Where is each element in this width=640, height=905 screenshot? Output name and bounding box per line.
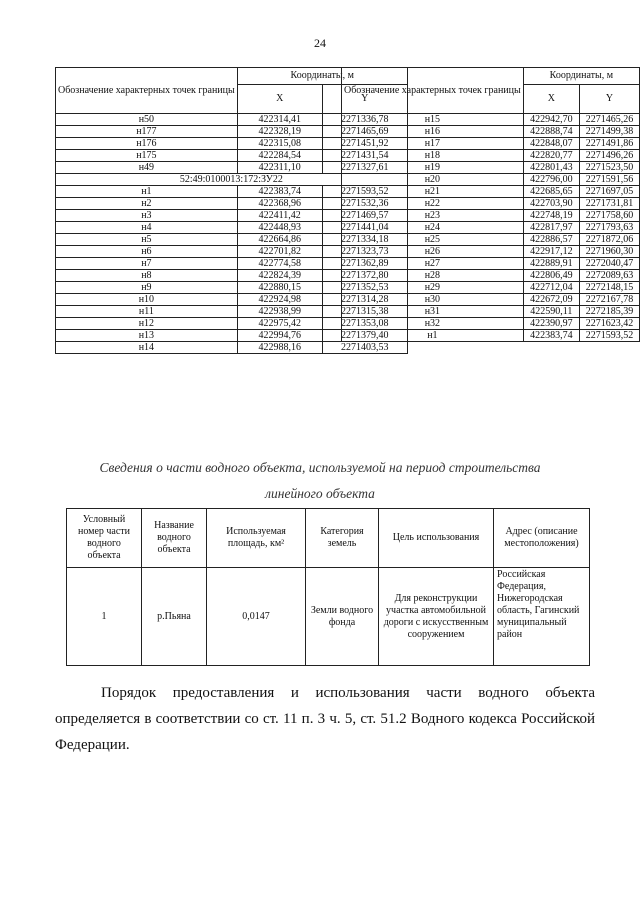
x-coordinate-cell: 422938,99	[237, 306, 322, 318]
y-coordinate-cell: 2271465,69	[322, 126, 407, 138]
y-coordinate-cell: 2272089,63	[579, 270, 639, 282]
header-point-designation: Обозначение характерных точек границы	[342, 68, 524, 114]
coordinate-row	[342, 186, 640, 198]
coordinate-row	[342, 246, 640, 258]
cell-area: 0,0147	[207, 568, 306, 666]
cell-part-number: 1	[67, 568, 142, 666]
y-coordinate-cell: 2271469,57	[322, 210, 407, 222]
x-coordinate-cell: 422383,74	[523, 330, 579, 342]
y-coordinate-cell: 2271697,05	[579, 186, 639, 198]
point-designation-cell: н13	[56, 330, 238, 342]
point-designation-cell: н14	[56, 342, 238, 354]
x-coordinate-cell: 422284,54	[237, 150, 322, 162]
point-designation-cell: н12	[56, 318, 238, 330]
coordinate-row	[342, 126, 640, 138]
y-coordinate-cell: 2272148,15	[579, 282, 639, 294]
water-object-table	[66, 508, 590, 666]
y-coordinate-cell: 2271353,08	[322, 318, 407, 330]
x-coordinate-cell: 422806,49	[523, 270, 579, 282]
y-coordinate-cell: 2271379,40	[322, 330, 407, 342]
point-designation-cell: н22	[342, 198, 524, 210]
y-coordinate-cell: 2271334,18	[322, 234, 407, 246]
header-x: X	[237, 85, 322, 114]
point-designation-cell: н9	[56, 282, 238, 294]
x-coordinate-cell: 422712,04	[523, 282, 579, 294]
point-designation-cell: н27	[342, 258, 524, 270]
x-coordinate-cell: 422880,15	[237, 282, 322, 294]
y-coordinate-cell: 2271465,26	[579, 114, 639, 126]
y-coordinate-cell: 2272167,78	[579, 294, 639, 306]
cell-land-category: Земли водного фонда	[306, 568, 379, 666]
coordinate-row	[342, 174, 640, 186]
x-coordinate-cell: 422311,10	[237, 162, 322, 174]
point-designation-cell: н32	[342, 318, 524, 330]
point-designation-cell: н1	[342, 330, 524, 342]
coordinate-row	[342, 294, 640, 306]
y-coordinate-cell: 2271327,61	[322, 162, 407, 174]
cell-address: Российская Федерация, Нижегородская область, Гагинский муниципальный район	[494, 568, 590, 666]
x-coordinate-cell: 422820,77	[523, 150, 579, 162]
x-coordinate-cell: 422328,19	[237, 126, 322, 138]
section-title-line-2: линейного объекта	[265, 486, 375, 501]
y-coordinate-cell: 2271960,30	[579, 246, 639, 258]
point-designation-cell: н26	[342, 246, 524, 258]
y-coordinate-cell: 2271451,92	[322, 138, 407, 150]
y-coordinate-cell: 2271403,53	[322, 342, 407, 354]
y-coordinate-cell: 2271731,81	[579, 198, 639, 210]
coordinate-row	[342, 258, 640, 270]
coordinate-row	[342, 210, 640, 222]
x-coordinate-cell: 422448,93	[237, 222, 322, 234]
y-coordinate-cell: 2271323,73	[322, 246, 407, 258]
coordinate-row	[56, 342, 408, 354]
coordinate-row	[342, 162, 640, 174]
point-designation-cell: н30	[342, 294, 524, 306]
water-table-row	[67, 568, 590, 666]
cell-object-name: р.Пьяна	[142, 568, 207, 666]
point-designation-cell: н10	[56, 294, 238, 306]
coordinate-row	[342, 282, 640, 294]
x-coordinate-cell: 422368,96	[237, 198, 322, 210]
y-coordinate-cell: 2271314,28	[322, 294, 407, 306]
point-designation-cell: н50	[56, 114, 238, 126]
point-designation-cell: н16	[342, 126, 524, 138]
header-area: Используемая площадь, км²	[207, 509, 306, 568]
header-address: Адрес (описание местоположения)	[494, 509, 590, 568]
header-land-category: Категория земель	[306, 509, 379, 568]
y-coordinate-cell: 2272185,39	[579, 306, 639, 318]
y-coordinate-cell: 2271758,60	[579, 210, 639, 222]
body-paragraph: Порядок предоставления и использования части водного объекта определяется в соответствии со ст. 11 п. 3 ч. 5, ст. 51.2 Водного кодекса Российской Федерации.	[55, 685, 595, 753]
y-coordinate-cell: 2271793,63	[579, 222, 639, 234]
x-coordinate-cell: 422703,90	[523, 198, 579, 210]
y-coordinate-cell: 2271372,80	[322, 270, 407, 282]
x-coordinate-cell: 422685,65	[523, 186, 579, 198]
y-coordinate-cell: 2271315,38	[322, 306, 407, 318]
point-designation-cell: н6	[56, 246, 238, 258]
x-coordinate-cell: 422664,86	[237, 234, 322, 246]
cadastral-section-label: 52:49:0100013:172:ЗУ22	[56, 174, 408, 186]
point-designation-cell: н25	[342, 234, 524, 246]
x-coordinate-cell: 422796,00	[523, 174, 579, 186]
point-designation-cell: н3	[56, 210, 238, 222]
coordinate-row	[342, 198, 640, 210]
x-coordinate-cell: 422942,70	[523, 114, 579, 126]
cell-purpose: Для реконструкции участка автомобильной дороги с искусственным сооружением	[379, 568, 494, 666]
coordinate-row	[342, 138, 640, 150]
header-coordinates: Координаты, м	[237, 68, 407, 85]
coordinates-table-right	[341, 67, 640, 342]
y-coordinate-cell: 2271523,50	[579, 162, 639, 174]
x-coordinate-cell: 422848,07	[523, 138, 579, 150]
x-coordinate-cell: 422888,74	[523, 126, 579, 138]
point-designation-cell: н18	[342, 150, 524, 162]
x-coordinate-cell: 422886,57	[523, 234, 579, 246]
x-coordinate-cell: 422590,11	[523, 306, 579, 318]
y-coordinate-cell: 2271593,52	[322, 186, 407, 198]
point-designation-cell: н19	[342, 162, 524, 174]
header-point-designation: Обозначение характерных точек границы	[56, 68, 238, 114]
y-coordinate-cell: 2271431,54	[322, 150, 407, 162]
x-coordinate-cell: 422824,39	[237, 270, 322, 282]
x-coordinate-cell: 422390,97	[523, 318, 579, 330]
point-designation-cell: н7	[56, 258, 238, 270]
x-coordinate-cell: 422748,19	[523, 210, 579, 222]
point-designation-cell: н29	[342, 282, 524, 294]
x-coordinate-cell: 422314,41	[237, 114, 322, 126]
point-designation-cell: н21	[342, 186, 524, 198]
point-designation-cell: н15	[342, 114, 524, 126]
point-designation-cell: н49	[56, 162, 238, 174]
page-number: 24	[314, 36, 326, 50]
y-coordinate-cell: 2271496,26	[579, 150, 639, 162]
y-coordinate-cell: 2271593,52	[579, 330, 639, 342]
point-designation-cell: н177	[56, 126, 238, 138]
x-coordinate-cell: 422774,58	[237, 258, 322, 270]
header-purpose: Цель использования	[379, 509, 494, 568]
header-y: Y	[322, 85, 407, 114]
point-designation-cell: н1	[56, 186, 238, 198]
x-coordinate-cell: 422383,74	[237, 186, 322, 198]
header-x: X	[523, 85, 579, 114]
coordinate-row	[342, 234, 640, 246]
y-coordinate-cell: 2271491,86	[579, 138, 639, 150]
y-coordinate-cell: 2272040,47	[579, 258, 639, 270]
coordinate-row	[342, 222, 640, 234]
section-title-line-1: Сведения о части водного объекта, используемой на период строительства	[99, 460, 541, 475]
point-designation-cell: н23	[342, 210, 524, 222]
header-y: Y	[579, 85, 639, 114]
point-designation-cell: н17	[342, 138, 524, 150]
x-coordinate-cell: 422988,16	[237, 342, 322, 354]
x-coordinate-cell: 422411,42	[237, 210, 322, 222]
x-coordinate-cell: 422672,09	[523, 294, 579, 306]
coordinate-row	[342, 270, 640, 282]
y-coordinate-cell: 2271591,56	[579, 174, 639, 186]
x-coordinate-cell: 422975,42	[237, 318, 322, 330]
header-part-number: Условный номер части водного объекта	[67, 509, 142, 568]
point-designation-cell: н4	[56, 222, 238, 234]
x-coordinate-cell: 422315,08	[237, 138, 322, 150]
x-coordinate-cell: 422701,82	[237, 246, 322, 258]
coordinate-row	[342, 330, 640, 342]
coordinate-row	[342, 318, 640, 330]
x-coordinate-cell: 422817,97	[523, 222, 579, 234]
y-coordinate-cell: 2271872,06	[579, 234, 639, 246]
point-designation-cell: н20	[342, 174, 524, 186]
point-designation-cell: н28	[342, 270, 524, 282]
y-coordinate-cell: 2271499,38	[579, 126, 639, 138]
header-coordinates: Координаты, м	[523, 68, 639, 85]
x-coordinate-cell: 422994,76	[237, 330, 322, 342]
coordinate-row	[342, 306, 640, 318]
point-designation-cell: н5	[56, 234, 238, 246]
x-coordinate-cell: 422889,91	[523, 258, 579, 270]
coordinate-row	[342, 114, 640, 126]
water-table-header-row	[67, 509, 590, 568]
point-designation-cell: н8	[56, 270, 238, 282]
y-coordinate-cell: 2271352,53	[322, 282, 407, 294]
x-coordinate-cell: 422801,43	[523, 162, 579, 174]
y-coordinate-cell: 2271441,04	[322, 222, 407, 234]
point-designation-cell: н175	[56, 150, 238, 162]
point-designation-cell: н31	[342, 306, 524, 318]
point-designation-cell: н11	[56, 306, 238, 318]
coordinate-row	[342, 150, 640, 162]
point-designation-cell: н176	[56, 138, 238, 150]
y-coordinate-cell: 2271336,78	[322, 114, 407, 126]
point-designation-cell: н24	[342, 222, 524, 234]
header-object-name: Название водного объекта	[142, 509, 207, 568]
y-coordinate-cell: 2271532,36	[322, 198, 407, 210]
right-rows	[342, 114, 640, 342]
y-coordinate-cell: 2271362,89	[322, 258, 407, 270]
y-coordinate-cell: 2271623,42	[579, 318, 639, 330]
x-coordinate-cell: 422917,12	[523, 246, 579, 258]
x-coordinate-cell: 422924,98	[237, 294, 322, 306]
point-designation-cell: н2	[56, 198, 238, 210]
